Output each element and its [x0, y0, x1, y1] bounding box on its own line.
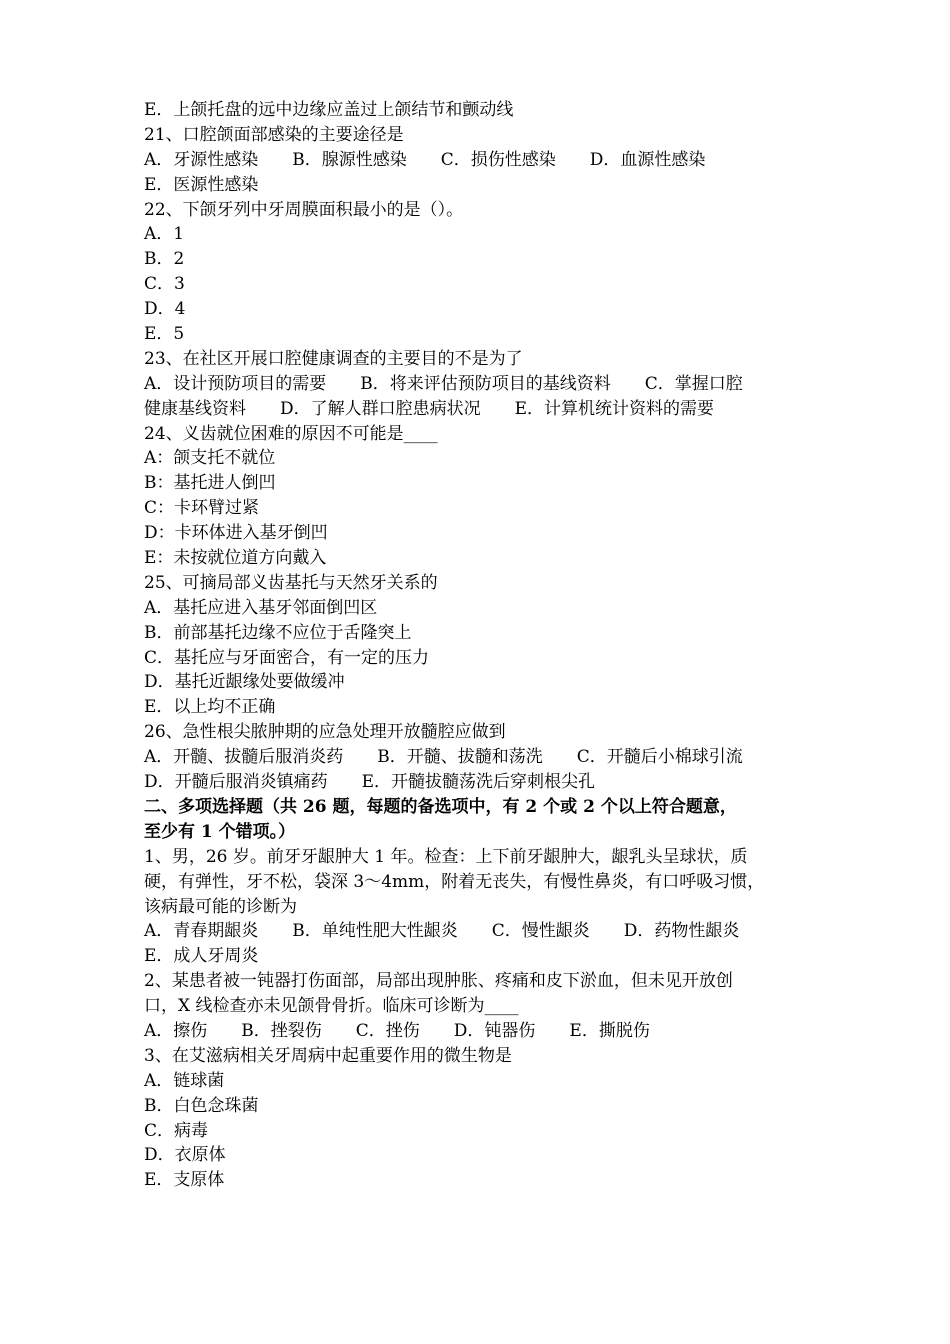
question-2-cont: 口，X 线检查亦未见颌骨骨折。临床可诊断为____ [144, 996, 519, 1017]
section-heading: 二、多项选择题（共 26 题，每题的备选项中，有 2 个或 2 个以上符合题意， [144, 796, 737, 817]
question-22: 22、下颌牙列中牙周膜面积最小的是（）。 [144, 199, 464, 220]
question-26: 26、急性根尖脓肿期的应急处理开放髓腔应做到 [144, 722, 506, 743]
question-1-cont: 该病最可能的诊断为 [144, 896, 297, 917]
options-line: A．牙源性感染 B．腺源性感染 C．损伤性感染 D．血源性感染 [144, 149, 706, 170]
question-24: 24、义齿就位困难的原因不可能是____ [144, 423, 438, 444]
options-line: 健康基线资料 D．了解人群口腔患病状况 E．计算机统计资料的需要 [144, 398, 715, 419]
option-line: A．基托应进入基牙邻面倒凹区 [144, 597, 378, 618]
option-line: E．医源性感染 [144, 174, 259, 195]
text-line: E．上颌托盘的远中边缘应盖过上颌结节和颤动线 [144, 100, 514, 120]
option-line: C．病毒 [144, 1120, 209, 1141]
option-line: A．链球菌 [144, 1070, 225, 1091]
section-heading-cont: 至少有 1 个错项。） [144, 821, 296, 842]
question-1-cont: 硬，有弹性，牙不松，袋深 3～4mm，附着无丧失，有慢性鼻炎，有口呼吸习惯， [144, 871, 765, 892]
option-line: B．2 [144, 249, 185, 270]
option-line: C：卡环臂过紧 [144, 498, 260, 519]
options-line: A．青春期龈炎 B．单纯性肥大性龈炎 C．慢性龈炎 D．药物性龈炎 [144, 921, 740, 942]
option-line: E．以上均不正确 [144, 697, 276, 718]
options-line: A．擦伤 B．挫裂伤 C．挫伤 D．钝器伤 E．撕脱伤 [144, 1020, 650, 1041]
option-line: A：颌支托不就位 [144, 448, 276, 469]
option-line: E：未按就位道方向戴入 [144, 548, 327, 569]
options-line: D．开髓后服消炎镇痛药 E．开髓拔髓荡洗后穿刺根尖孔 [144, 772, 596, 793]
option-line: E．成人牙周炎 [144, 946, 259, 967]
question-3: 3、在艾滋病相关牙周病中起重要作用的微生物是 [144, 1045, 512, 1066]
option-line: D：卡环体进入基牙倒凹 [144, 523, 328, 544]
option-line: D．衣原体 [144, 1145, 226, 1166]
option-line: B：基托进人倒凹 [144, 473, 276, 494]
option-line: B．白色念珠菌 [144, 1095, 259, 1116]
option-line: E．5 [144, 324, 185, 345]
options-line: A．设计预防项目的需要 B．将来评估预防项目的基线资料 C．掌握口腔 [144, 373, 743, 394]
question-25: 25、可摘局部义齿基托与天然牙关系的 [144, 572, 438, 593]
options-line: A．开髓、拔髓后服消炎药 B．开髓、拔髓和荡洗 C．开髓后小棉球引流 [144, 747, 743, 768]
option-line: A．1 [144, 224, 185, 245]
option-line: D．4 [144, 299, 186, 320]
question-2: 2、某患者被一钝器打伤面部，局部出现肿胀、疼痛和皮下淤血，但未见开放创 [144, 971, 733, 992]
document-page [144, 98, 812, 1193]
option-line: E．支原体 [144, 1170, 225, 1191]
question-21: 21、口腔颌面部感染的主要途径是 [144, 124, 404, 145]
option-line: C．基托应与牙面密合，有一定的压力 [144, 647, 430, 668]
option-line: B．前部基托边缘不应位于舌隆突上 [144, 622, 412, 643]
question-1: 1、男，26 岁。前牙牙龈肿大 1 年。检查：上下前牙龈肿大，龈乳头呈球状，质 [144, 846, 748, 867]
option-line: D．基托近龈缘处要做缓冲 [144, 672, 345, 693]
option-line: C．3 [144, 274, 185, 295]
question-23: 23、在社区开展口腔健康调查的主要目的不是为了 [144, 348, 523, 369]
